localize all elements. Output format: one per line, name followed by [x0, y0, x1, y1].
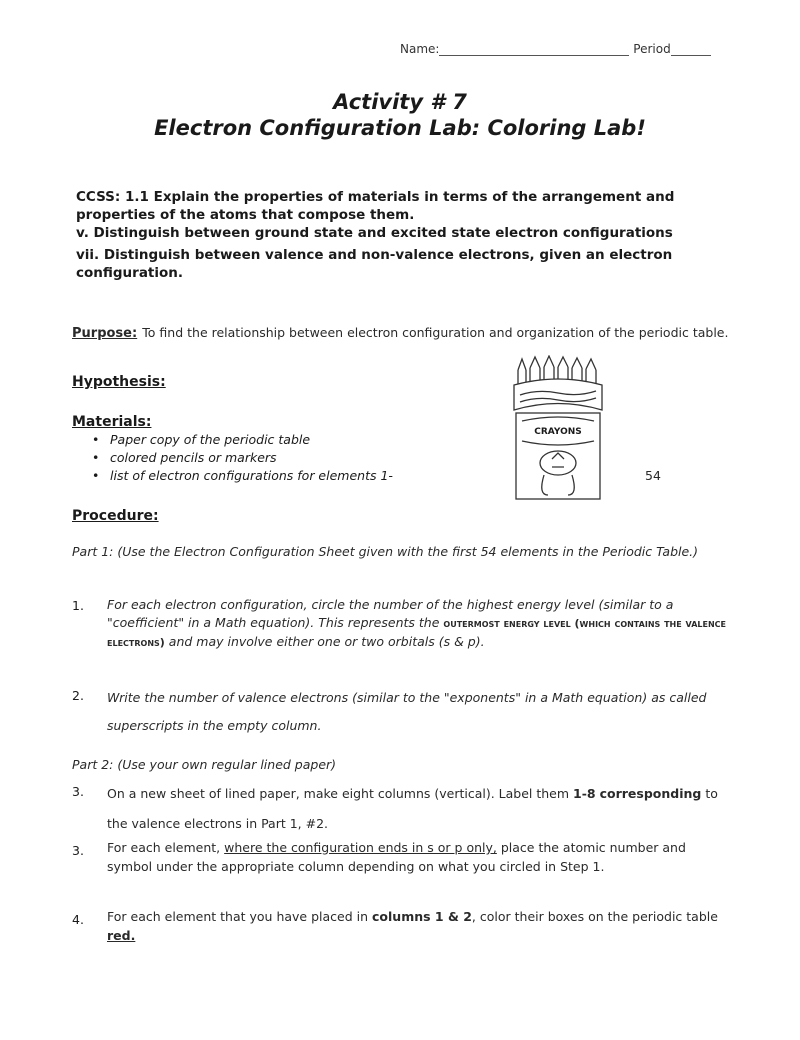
step-3a-text-b: to the valence electrons in Part 1, #2.: [107, 786, 718, 831]
step-3b-underline: where the configuration ends in s or p only,: [224, 840, 497, 855]
materials-list: [82, 431, 502, 485]
step-3a-text-a: On a new sheet of lined paper, make eight columns (vertical). Label them: [107, 786, 570, 801]
step-4-bold: columns 1 & 2: [372, 909, 472, 924]
step-4-text: [107, 907, 727, 945]
step-number: 2.: [72, 688, 84, 703]
step-number: 3.: [72, 843, 84, 858]
standard-1-1: CCSS: 1.1 Explain the properties of materials in terms of the arrangement and properties of the atoms that compose them.: [76, 189, 675, 223]
crayons-label: CRAYONS: [534, 427, 582, 437]
step-3b-text-b: place the atomic number and symbol under the appropriate column depending on what you circled in Step 1.: [107, 840, 686, 874]
materials-label: Materials:: [72, 414, 152, 430]
activity-title: Activity # 7: [333, 90, 467, 114]
part2-heading: Part 2: (Use your own regular lined paper): [72, 757, 337, 772]
name-label: Name:: [400, 42, 440, 56]
step-1-text: [107, 596, 727, 652]
step-number: 1.: [72, 598, 84, 613]
material-item: • colored pencils or markers: [82, 449, 502, 467]
step-1-caps: outermost energy level (which contains the valence electrons): [107, 617, 726, 649]
standards-block: [76, 188, 726, 282]
step-3b-text-a: For each element,: [107, 840, 221, 855]
lab-title: Electron Configuration Lab: Coloring Lab!: [154, 116, 646, 140]
step-1-text-a: For each electron configuration, circle the number of the highest energy level (similar to a "coefficient" in a Math equation). This represents the: [107, 597, 674, 630]
part1-heading: Part 1: (Use the Electron Configuration Sheet given with the first 54 elements in the Periodic Table.): [72, 544, 699, 559]
material-item: • Paper copy of the periodic table: [82, 431, 502, 449]
procedure-label: Procedure:: [72, 508, 159, 524]
step-3b-text: [107, 838, 727, 876]
name-blank: [439, 43, 629, 56]
step-number: 3.: [72, 784, 84, 799]
standard-vii: vii. Distinguish between valence and non-valence electrons, given an electron configuration.: [76, 247, 673, 281]
step-3a-bold-b: corresponding: [599, 786, 702, 801]
materials-range-end: 54: [645, 468, 661, 483]
purpose-section: [72, 322, 732, 343]
hypothesis-label: Hypothesis:: [72, 374, 166, 390]
step-3a-text: [107, 779, 727, 839]
step-1-text-b: and may involve either one or two orbitals (s & p).: [168, 634, 485, 649]
step-2-text: Write the number of valence electrons (similar to the "exponents" in a Math equation) as called superscripts in the empty column.: [107, 690, 707, 733]
step-4-text-a: For each element that you have placed in: [107, 909, 369, 924]
step-4-underline-end: red.: [107, 928, 136, 943]
period-blank: [671, 43, 711, 56]
step-3a-bold-a: 1-8: [573, 786, 596, 801]
crayon-box-illustration: [508, 355, 608, 503]
name-period-header: [400, 42, 711, 56]
purpose-text: To find the relationship between electron configuration and organization of the periodic table.: [142, 325, 729, 340]
period-label: Period: [633, 42, 671, 56]
material-item: • list of electron configurations for elements 1-: [82, 467, 502, 485]
purpose-label: Purpose:: [72, 326, 138, 341]
step-number: 4.: [72, 912, 84, 927]
step-4-text-b: , color their boxes on the periodic table: [471, 909, 718, 924]
standard-v: v. Distinguish between ground state and excited state electron configurations: [76, 225, 673, 241]
